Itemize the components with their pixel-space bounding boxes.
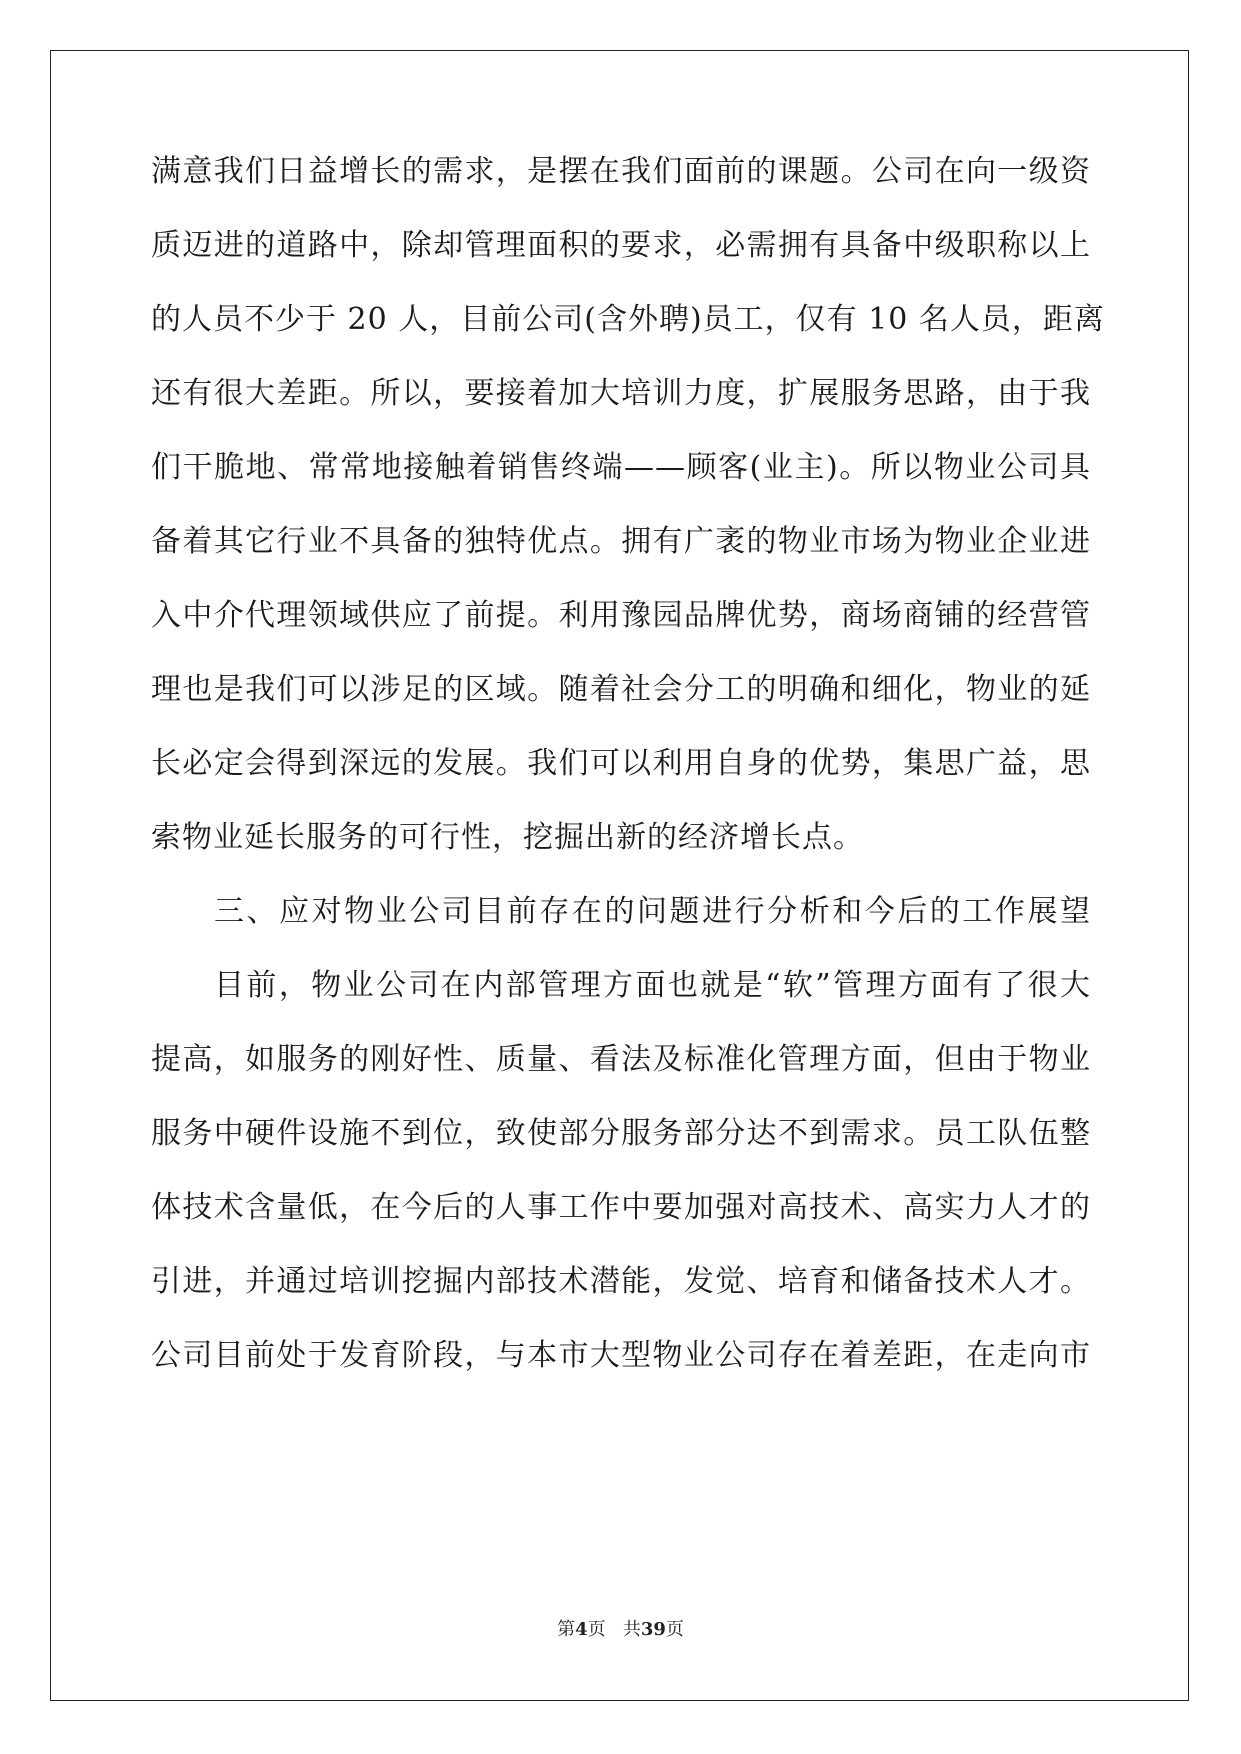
paragraph-line: 体技术含量低，在今后的人事工作中要加强对高技术、高实力人才的 xyxy=(151,1190,1091,1225)
total-pages: 39 xyxy=(640,1619,666,1640)
paragraph-line: 理也是我们可以涉足的区域。随着社会分工的明确和细化，物业的延 xyxy=(151,672,1091,707)
paragraph-line: 备着其它行业不具备的独特优点。拥有广袤的物业市场为物业企业进 xyxy=(151,524,1091,559)
paragraph-line: 目前，物业公司在内部管理方面也就是“软”管理方面有了很大 xyxy=(214,968,1091,1003)
paragraph-line: 长必定会得到深远的发展。我们可以利用自身的优势，集思广益，思 xyxy=(151,746,1091,781)
page-suffix: 页 xyxy=(587,1619,606,1640)
paragraph-line: 质迈进的道路中，除却管理面积的要求，必需拥有具备中级职称以上 xyxy=(151,228,1091,263)
paragraph-line: 服务中硬件设施不到位，致使部分服务部分达不到需求。员工队伍整 xyxy=(151,1116,1091,1151)
paragraph-line: 还有很大差距。所以，要接着加大培训力度，扩展服务思路，由于我 xyxy=(151,376,1091,411)
paragraph-line: 公司目前处于发育阶段，与本市大型物业公司存在着差距，在走向市 xyxy=(151,1338,1091,1373)
page-number: 4 xyxy=(575,1619,588,1640)
total-suffix: 页 xyxy=(665,1619,684,1640)
page-footer xyxy=(0,1618,1241,1642)
paragraph-line: 入中介代理领域供应了前提。利用豫园品牌优势，商场商铺的经营管 xyxy=(151,598,1091,633)
section-heading: 三、应对物业公司目前存在的问题进行分析和今后的工作展望 xyxy=(214,894,1091,929)
paragraph-line: 满意我们日益增长的需求，是摆在我们面前的课题。公司在向一级资 xyxy=(151,154,1091,189)
paragraph-line: 提高，如服务的刚好性、质量、看法及标准化管理方面，但由于物业 xyxy=(151,1042,1091,1077)
paragraph-line: 索物业延长服务的可行性，挖掘出新的经济增长点。 xyxy=(151,820,864,855)
paragraph-line: 们干脆地、常常地接触着销售终端——顾客(业主)。所以物业公司具 xyxy=(151,450,1091,485)
paragraph-line: 的人员不少于 20 人，目前公司(含外聘)员工，仅有 10 名人员，距离 xyxy=(151,302,1105,337)
page-prefix: 第 xyxy=(557,1619,576,1640)
total-prefix: 共 xyxy=(622,1619,641,1640)
paragraph-line: 引进，并通过培训挖掘内部技术潜能，发觉、培育和储备技术人才。 xyxy=(151,1264,1091,1299)
